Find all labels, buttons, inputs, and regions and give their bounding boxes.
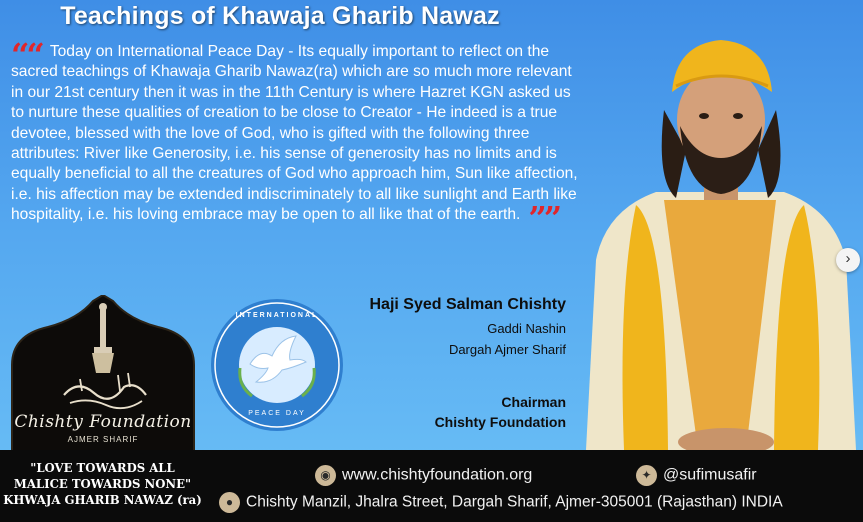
motto-line-2: MALICE TOWARDS NONE" xyxy=(13,477,192,491)
peace-day-badge xyxy=(210,298,344,432)
signature-role-1: Gaddi Nashin xyxy=(487,321,566,336)
address xyxy=(219,492,783,513)
poster-title: Teachings of Khawaja Gharib Nawaz xyxy=(60,2,500,30)
carousel-next-button[interactable] xyxy=(836,248,860,272)
social-handle[interactable] xyxy=(636,465,757,486)
quote-block xyxy=(11,36,583,238)
address-text: Chishty Manzil, Jhalra Street, Dargah Sharif, Ajmer-305001 (Rajasthan) INDIA xyxy=(246,493,783,511)
person-portrait-icon xyxy=(576,30,863,450)
foundation-emblem xyxy=(8,295,198,459)
close-quote-icon: ”” xyxy=(528,199,560,238)
footer-motto xyxy=(0,460,205,508)
location-pin-icon: ● xyxy=(219,492,240,513)
website-text: www.chishtyfoundation.org xyxy=(342,466,533,484)
chevron-right-icon: › xyxy=(845,250,851,267)
peace-day-bottom-text: PEACE DAY xyxy=(248,410,306,417)
quote-text: Today on International Peace Day - Its equally important to reflect on the sacred teachings of Khawaja Gharib Nawaz(ra) which are so much more relevant in our 21st century then it was in the 11th Century is where Hazret KGN asked us to nurture these qualities of creation to be close to Creator - He indeed is a true devotee, blessed with the love of God, who is gifted with the following three attributes: River like Generosity, i.e. his sense of generosity has no limits and is equally beneficial to all the creatures of God who approach him, Sun like affection, i.e. his affection may be extended indiscriminately to all like sunlight and Earth like hospitality, i.e. his loving embrace may be open to all like that of the earth. xyxy=(11,43,578,224)
signature-org: Chishty Foundation xyxy=(434,414,566,430)
portrait-photo xyxy=(576,30,863,450)
signature-block xyxy=(369,296,566,432)
social-text: @sufimusafir xyxy=(663,466,757,484)
globe-icon: ◉ xyxy=(315,465,336,486)
open-quote-icon: ““ xyxy=(11,36,42,74)
carousel-dots xyxy=(410,513,438,522)
peace-day-top-text: INTERNATIONAL xyxy=(235,312,319,319)
motto-line-1: "LOVE TOWARDS ALL xyxy=(30,461,175,475)
signature-role-2: Dargah Ajmer Sharif xyxy=(448,342,566,357)
website-link[interactable] xyxy=(315,465,532,486)
signature-role-3: Chairman xyxy=(501,394,566,410)
twitter-bird-icon: ✦ xyxy=(636,465,657,486)
emblem-title: Chishty Foundation xyxy=(14,412,192,432)
motto-line-3: KHWAJA GHARIB NAWAZ (ra) xyxy=(3,493,202,507)
signature-name: Haji Syed Salman Chishty xyxy=(369,296,566,313)
emblem-subtitle: AJMER SHARIF xyxy=(67,435,139,444)
